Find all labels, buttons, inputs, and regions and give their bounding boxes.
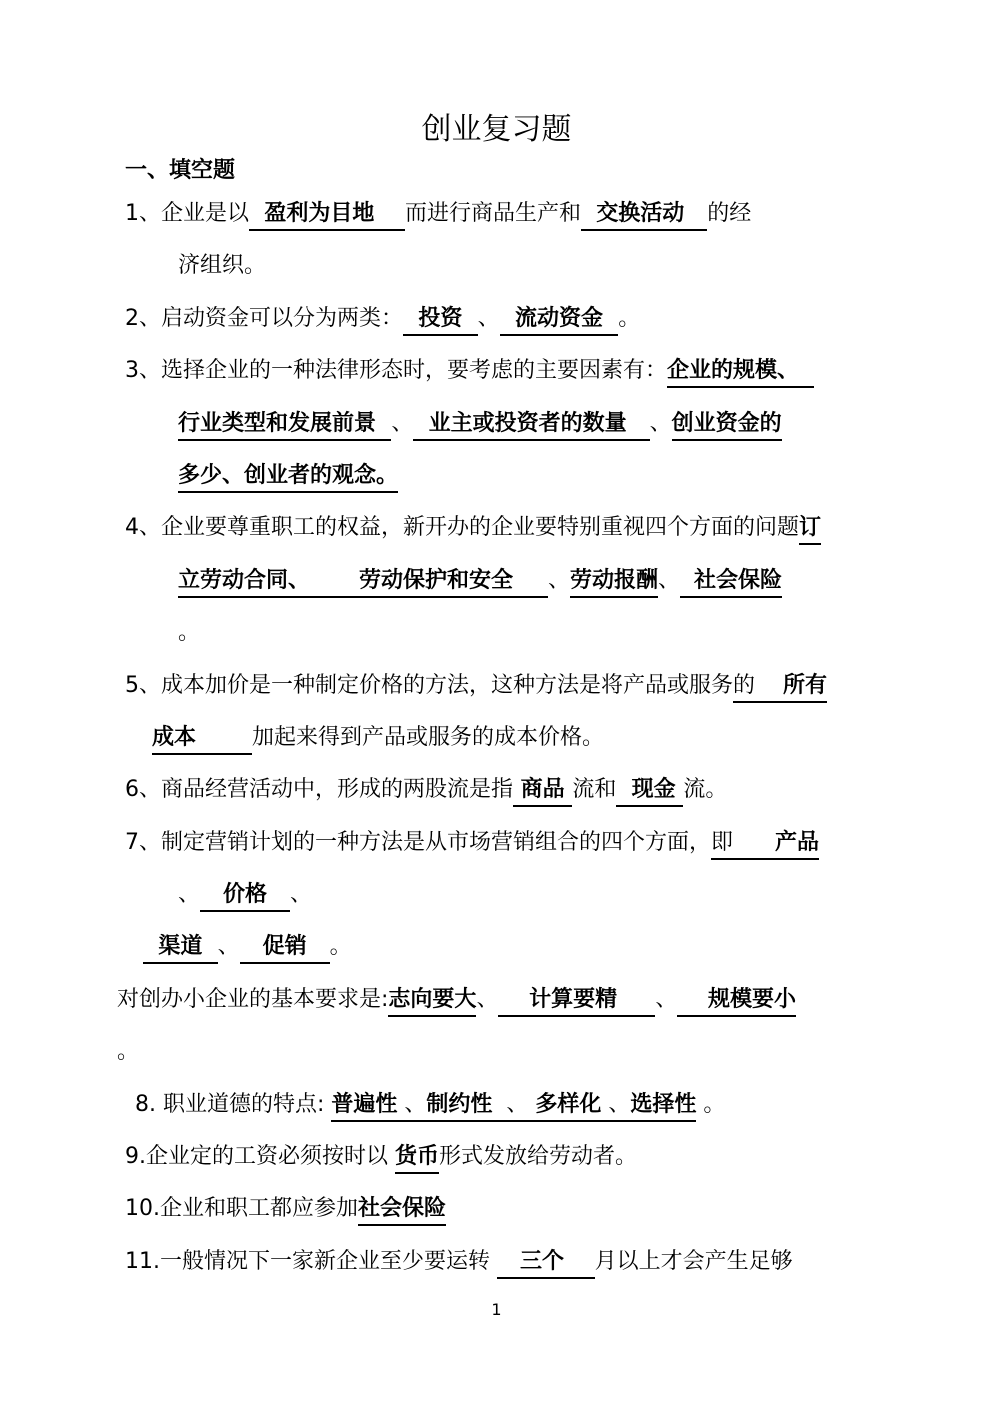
fill-in-blank: 普遍性	[331, 1092, 397, 1122]
question-7-line-3	[0, 933, 993, 960]
text-segment: 的经	[707, 201, 752, 226]
question-7-line-1	[0, 829, 993, 856]
text-segment: 8. 职业道德的特点:	[135, 1091, 332, 1117]
small-business-requirements-line	[0, 986, 993, 1013]
fill-in-blank: 、	[492, 1092, 535, 1122]
text-segment: 而进行商品生产和	[404, 201, 581, 226]
text-segment: 、	[289, 882, 312, 908]
text-segment: 创业复习题	[421, 112, 572, 147]
page-number	[0, 1300, 993, 1320]
fill-in-blank: 现金	[616, 777, 683, 807]
fill-in-blank: 促销	[240, 934, 330, 964]
fill-in-blank: 计算要精	[498, 987, 655, 1017]
fill-in-blank: 、	[397, 1092, 426, 1122]
fill-in-blank: 的	[733, 673, 783, 703]
question-4-line-1	[0, 514, 993, 541]
document-body	[0, 112, 993, 1320]
text-segment: 10.企业和职工都应参加	[125, 1196, 358, 1222]
question-3-line-2	[0, 410, 993, 437]
fill-in-blank: 订	[799, 515, 821, 545]
fill-in-blank: 多少、创业者的观念。	[178, 463, 398, 493]
text-segment: 流。	[683, 777, 728, 803]
text-segment: 。	[696, 1091, 726, 1117]
question-7-line-2	[0, 881, 993, 908]
fill-in-blank: 志向要大	[388, 987, 476, 1017]
text-segment: 1、企业是以	[125, 201, 249, 226]
text-segment: 3、选择企业的一种法律形态时，要考虑的主要因素有：	[125, 358, 667, 384]
fill-in-blank: 创业资金的	[672, 411, 782, 441]
question-10	[0, 1195, 993, 1222]
text-segment: 。	[618, 305, 641, 331]
text-segment: 对创办小企业的基本要求是:	[117, 986, 389, 1012]
text-segment: 一、填空题	[125, 158, 236, 183]
fill-in-blank: 商品	[513, 777, 572, 807]
fill-in-blank: 制约性	[426, 1092, 492, 1122]
fill-in-blank: 行业类型和发展前景	[178, 411, 391, 441]
text-segment: 、	[217, 934, 240, 960]
text-segment: 、	[649, 410, 672, 436]
text-segment: 1	[491, 1300, 502, 1320]
text-segment: 7、制定营销计划的一种方法是从市场营销组合的四个方面，	[125, 829, 711, 855]
section-heading	[0, 157, 993, 184]
question-3-line-1	[0, 357, 993, 384]
fill-in-blank: 投资	[403, 306, 478, 336]
fill-in-blank: 成本	[152, 725, 196, 755]
fill-in-blank: 货币	[395, 1144, 439, 1174]
text-segment: 流和	[572, 777, 617, 803]
fill-in-blank: 渠道	[143, 934, 218, 964]
fill-in-blank: 多样化	[535, 1092, 601, 1122]
text-segment: 月以上才会产生足够	[594, 1248, 793, 1274]
text-segment: 。	[329, 934, 352, 960]
fill-in-blank: 、	[601, 1092, 630, 1122]
question-4-line-2	[0, 567, 993, 594]
fill-in-blank: 社会保险	[358, 1196, 446, 1226]
fill-in-blank: 流动资金	[500, 306, 619, 336]
fill-in-blank: 劳动保护和安全	[359, 568, 513, 598]
question-1-line-2	[0, 252, 993, 279]
fill-in-blank: 立劳动合同、	[178, 568, 310, 598]
question-8	[0, 1091, 993, 1118]
fill-in-blank: 交换活动	[581, 201, 707, 231]
text-segment: 、	[547, 567, 570, 593]
fill-in-blank: 盈利为目地	[249, 201, 405, 231]
text-segment: 、	[391, 410, 414, 436]
question-11	[0, 1248, 993, 1275]
fill-in-blank: 业主或投资者的数量	[413, 411, 649, 441]
text-segment: 9.企业定的工资必须按时以	[125, 1144, 395, 1170]
text-segment: 形式发放给劳动者。	[439, 1144, 638, 1170]
question-2	[0, 305, 993, 332]
question-4-line-3	[0, 619, 993, 646]
page-title	[0, 112, 993, 148]
fill-in-blank: 即	[711, 830, 775, 860]
text-segment: 加起来得到产品或服务的成本价格。	[251, 724, 604, 750]
text-segment: 4、企业要尊重职工的权益，新开办的企业要特别重视四个方面的问题	[125, 515, 799, 541]
text-segment: 、	[655, 986, 678, 1012]
fill-in-blank: 产品	[775, 830, 819, 860]
fill-in-blank: 社会保险	[694, 568, 782, 598]
fill-in-blank: 价格	[200, 882, 290, 912]
fill-in-blank: 所有	[783, 673, 827, 703]
text-segment: 2、启动资金可以分为两类：	[125, 305, 403, 331]
question-3-line-3	[0, 462, 993, 489]
small-business-requirements-period	[0, 1038, 993, 1065]
text-segment: 6、商品经营活动中，形成的两股流是指	[125, 777, 513, 803]
fill-in-blank	[513, 568, 548, 598]
text-segment: 、	[657, 567, 680, 593]
question-5-line-2	[0, 724, 993, 751]
question-6	[0, 776, 993, 803]
text-segment: 、	[178, 882, 201, 908]
text-segment: 5、成本加价是一种制定价格的方法，这种方法是将产品或服务	[125, 672, 733, 698]
fill-in-blank: 企业的规模、	[667, 358, 814, 388]
fill-in-blank: 劳动报酬	[570, 568, 658, 598]
fill-in-blank	[680, 568, 694, 598]
text-segment: 。	[178, 620, 201, 646]
question-1-line-1	[0, 200, 993, 227]
fill-in-blank	[196, 725, 252, 755]
fill-in-blank	[310, 568, 359, 598]
question-9	[0, 1143, 993, 1170]
fill-in-blank: 三个	[497, 1249, 595, 1279]
fill-in-blank: 规模要小	[677, 987, 796, 1017]
text-segment: 、	[477, 305, 500, 331]
question-5-line-1	[0, 672, 993, 699]
text-segment: 。	[117, 1039, 140, 1065]
text-segment: 、	[476, 986, 499, 1012]
text-segment: 11.一般情况下一家新企业至少要运转	[125, 1248, 497, 1274]
fill-in-blank: 选择性	[630, 1092, 696, 1122]
text-segment: 济组织。	[178, 253, 267, 279]
